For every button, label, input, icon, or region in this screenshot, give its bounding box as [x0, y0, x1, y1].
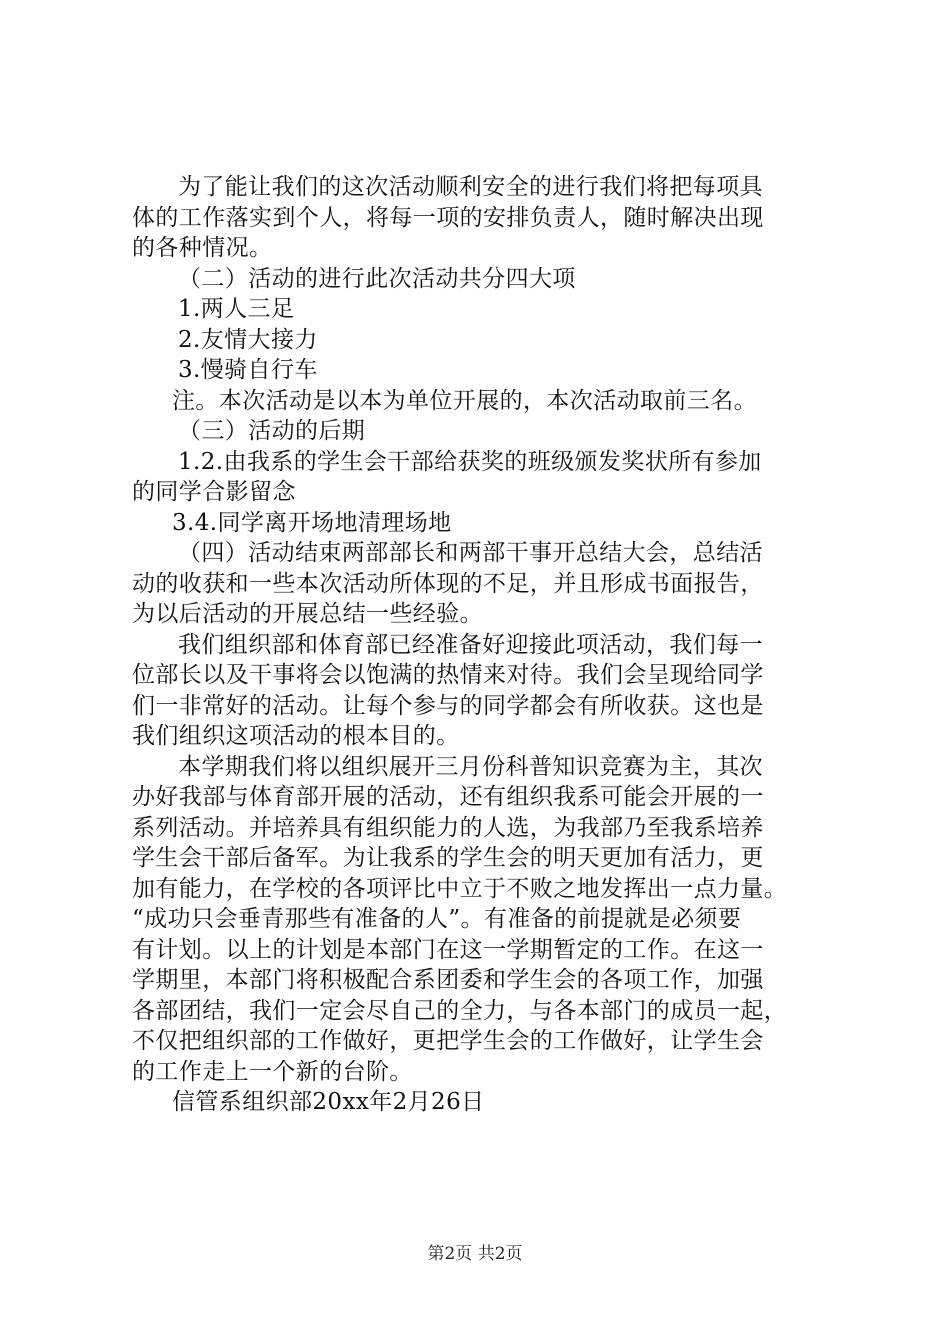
paragraph-line: 的工作走上一个新的台阶。: [132, 1058, 413, 1085]
paragraph-line: 位部长以及干事将会以饱满的热情来对待。我们会呈现给同学: [132, 662, 764, 688]
document-body: [132, 172, 832, 1118]
paragraph-line: 学生会干部后备军。为让我系的学生会的明天更加有活力，更: [132, 845, 764, 871]
list-item: 3.慢骑自行车: [178, 357, 318, 383]
paragraph-line: “成功只会垂青那些有准备的人”。有准备的前提就是必须要: [132, 906, 742, 932]
paragraph-line: 为了能让我们的这次活动顺利安全的进行我们将把每项具: [178, 174, 763, 200]
section-heading: （二）活动的进行此次活动共分四大项: [178, 265, 576, 292]
paragraph-line: 们一非常好的活动。让每个参与的同学都会有所收获。这也是: [132, 692, 764, 719]
paragraph-line: 有计划。以上的计划是本部门在这一学期暂定的工作。在这一: [132, 936, 764, 963]
paragraph-line: 体的工作落实到个人，将每一项的安排负责人，随时解决出现: [132, 204, 764, 231]
list-item: 2.友情大接力: [178, 326, 318, 353]
paragraph-line: 动的收获和一些本次活动所体现的不足，并且形成书面报告，: [132, 570, 764, 597]
paragraph-line: 我们组织部和体育部已经准备好迎接此项活动，我们每一: [178, 631, 763, 658]
paragraph-line: 的同学合影留念: [132, 479, 296, 505]
paragraph-line: 学期里，本部门将积极配合系团委和学生会的各项工作，加强: [132, 967, 764, 993]
paragraph-line: 本学期我们将以组织展开三月份科普知识竞赛为主，其次: [178, 753, 763, 780]
list-item: 3.4.同学离开场地清理场地: [172, 509, 452, 536]
paragraph-line: 办好我部与体育部开展的活动，还有组织我系可能会开展的一: [132, 784, 764, 810]
paragraph-line: 系列活动。并培养具有组织能力的人选，为我部乃至我系培养: [132, 814, 764, 841]
paragraph-line: 不仅把组织部的工作做好，更把学生会的工作做好，让学生会: [132, 1028, 764, 1054]
paragraph-line: 为以后活动的开展总结一些经验。: [132, 601, 483, 627]
note-line: 注。本次活动是以本为单位开展的，本次活动取前三名。: [172, 387, 757, 414]
paragraph-line: 我们组织这项活动的根本目的。: [132, 723, 460, 749]
section-heading: （三）活动的后期: [178, 418, 366, 444]
paragraph-line: 加有能力，在学校的各项评比中立于不败之地发挥出一点力量。: [132, 875, 788, 902]
paragraph-line: 的各种情况。: [132, 235, 273, 261]
signature-line: 信管系组织部20xx年2月26日: [172, 1089, 485, 1115]
section-heading: （四）活动结束两部部长和两部干事开总结大会，总结活: [178, 540, 763, 566]
paragraph-line: 各部团结，我们一定会尽自己的全力，与各本部门的成员一起，: [132, 997, 788, 1024]
page-footer: 第2页 共2页: [427, 1244, 523, 1264]
list-item: 1.2.由我系的学生会干部给获奖的班级颁发奖状所有参加: [178, 448, 762, 475]
list-item: 1.两人三足: [178, 296, 295, 322]
